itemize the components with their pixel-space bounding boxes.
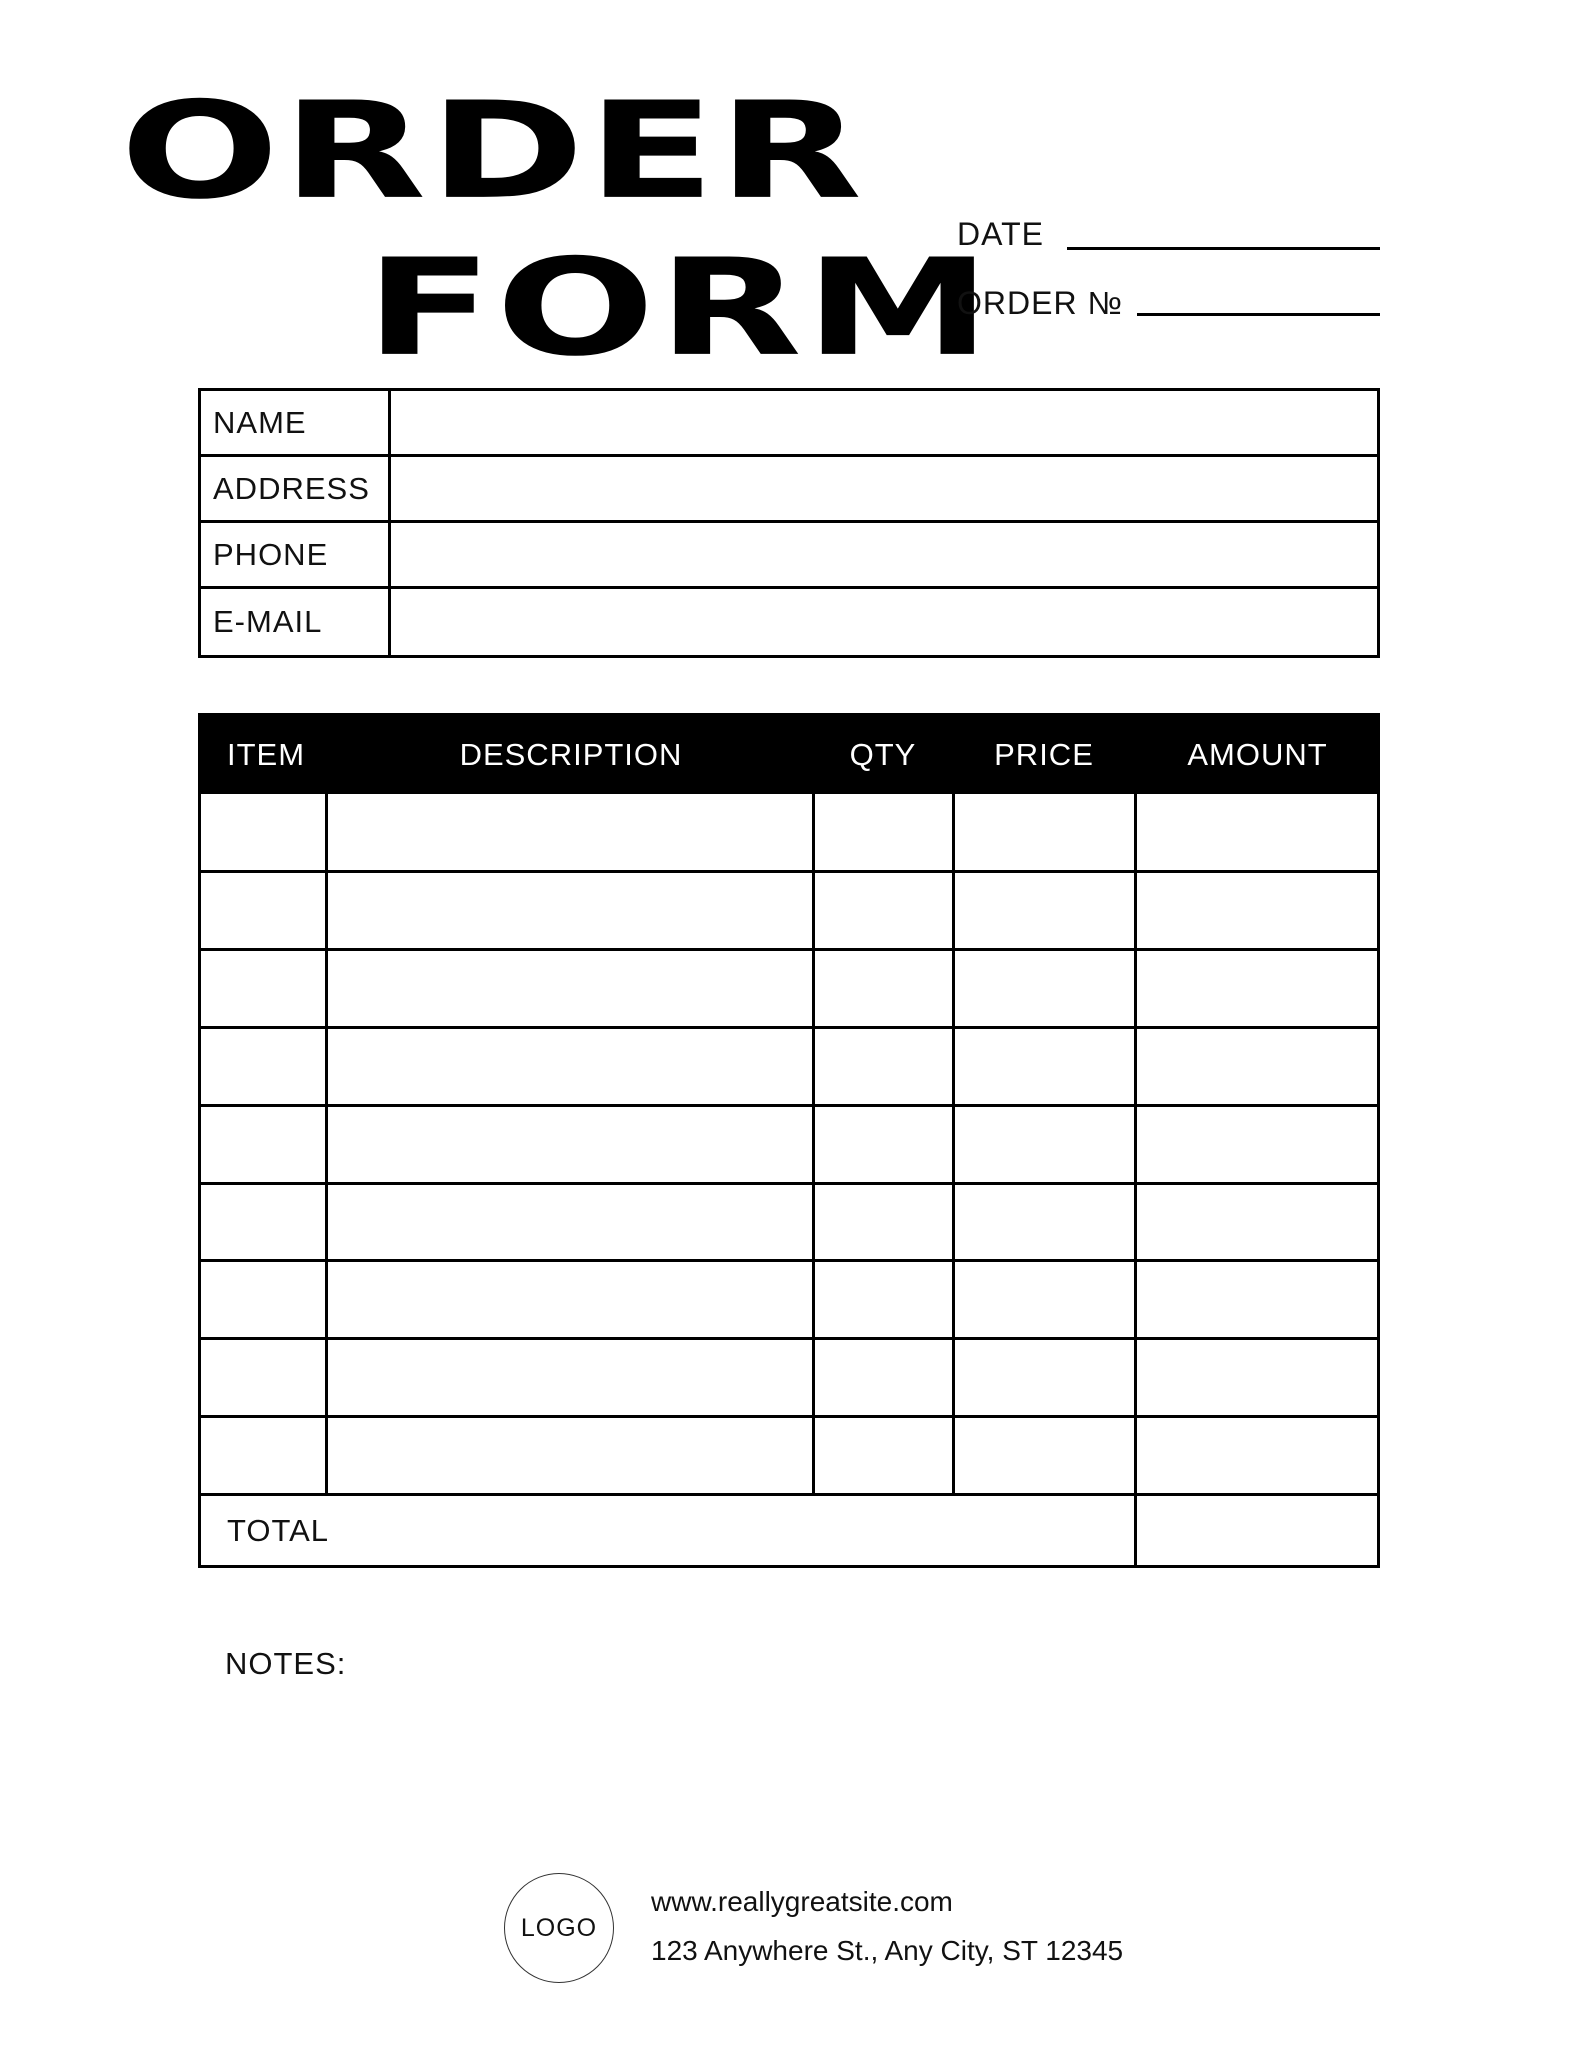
table-row bbox=[201, 1105, 1377, 1183]
qty-cell[interactable] bbox=[815, 874, 951, 948]
order-items-table bbox=[198, 713, 1380, 1568]
price-cell[interactable] bbox=[955, 1029, 1133, 1103]
price-cell[interactable] bbox=[955, 1107, 1133, 1181]
qty-cell[interactable] bbox=[815, 1418, 951, 1492]
price-cell[interactable] bbox=[955, 952, 1133, 1026]
table-row bbox=[201, 950, 1377, 1028]
amount-cell[interactable] bbox=[1137, 796, 1375, 870]
item-cell[interactable] bbox=[203, 1418, 324, 1492]
price-cell[interactable] bbox=[955, 874, 1133, 948]
description-cell[interactable] bbox=[328, 796, 811, 870]
description-cell[interactable] bbox=[328, 1029, 811, 1103]
column-header-item: ITEM bbox=[226, 737, 306, 772]
email-label: E-MAIL bbox=[213, 604, 323, 639]
title-line-form: FORM bbox=[365, 230, 994, 386]
order-number-label: ORDER № bbox=[957, 285, 1123, 321]
qty-cell[interactable] bbox=[815, 1263, 951, 1337]
price-cell[interactable] bbox=[955, 796, 1133, 870]
table-row bbox=[201, 1261, 1377, 1339]
info-row-address bbox=[201, 457, 1377, 523]
price-cell[interactable] bbox=[955, 1418, 1133, 1492]
phone-label: PHONE bbox=[213, 536, 329, 572]
description-cell[interactable] bbox=[328, 952, 811, 1026]
table-row bbox=[201, 1416, 1377, 1494]
item-cell[interactable] bbox=[203, 952, 324, 1026]
item-cell[interactable] bbox=[203, 1341, 324, 1415]
amount-cell[interactable] bbox=[1137, 1341, 1375, 1415]
item-cell[interactable] bbox=[203, 1107, 324, 1181]
table-row bbox=[201, 1027, 1377, 1105]
email-field[interactable] bbox=[391, 589, 1377, 655]
qty-cell[interactable] bbox=[815, 1185, 951, 1259]
qty-cell[interactable] bbox=[815, 952, 951, 1026]
price-cell[interactable] bbox=[955, 1185, 1133, 1259]
amount-cell[interactable] bbox=[1137, 1107, 1375, 1181]
table-row bbox=[201, 1339, 1377, 1417]
title-line-order: ORDER bbox=[120, 73, 865, 229]
price-cell[interactable] bbox=[955, 1341, 1133, 1415]
notes-label: NOTES: bbox=[225, 1646, 347, 1681]
logo: LOGO bbox=[504, 1873, 614, 1983]
amount-cell[interactable] bbox=[1137, 1185, 1375, 1259]
date-label: DATE bbox=[957, 216, 1044, 252]
description-cell[interactable] bbox=[328, 1418, 811, 1492]
column-header-amount: AMOUNT bbox=[1187, 737, 1328, 772]
amount-cell[interactable] bbox=[1137, 1029, 1375, 1103]
name-field[interactable] bbox=[391, 391, 1377, 454]
address-label: ADDRESS bbox=[213, 470, 370, 506]
table-row bbox=[201, 1183, 1377, 1261]
description-cell[interactable] bbox=[328, 1263, 811, 1337]
description-cell[interactable] bbox=[328, 1107, 811, 1181]
table-row bbox=[201, 794, 1377, 872]
item-cell[interactable] bbox=[203, 874, 324, 948]
qty-cell[interactable] bbox=[815, 1029, 951, 1103]
description-cell[interactable] bbox=[328, 1341, 811, 1415]
column-header-qty: QTY bbox=[849, 737, 917, 772]
qty-cell[interactable] bbox=[815, 1341, 951, 1415]
item-cell[interactable] bbox=[203, 1185, 324, 1259]
footer-address: 123 Anywhere St., Any City, ST 12345 bbox=[651, 1935, 1124, 1966]
item-cell[interactable] bbox=[203, 796, 324, 870]
phone-field[interactable] bbox=[391, 523, 1377, 586]
customer-info-table bbox=[198, 388, 1380, 658]
info-row-phone bbox=[201, 523, 1377, 589]
column-header-price: PRICE bbox=[994, 737, 1094, 772]
amount-cell[interactable] bbox=[1137, 874, 1375, 948]
table-row bbox=[201, 872, 1377, 950]
table-header bbox=[201, 716, 1377, 794]
amount-cell[interactable] bbox=[1137, 952, 1375, 1026]
price-cell[interactable] bbox=[955, 1263, 1133, 1337]
order-number-field[interactable] bbox=[1137, 313, 1380, 316]
amount-cell[interactable] bbox=[1137, 1263, 1375, 1337]
info-row-email bbox=[201, 589, 1377, 655]
total-label: TOTAL bbox=[227, 1513, 330, 1548]
address-field[interactable] bbox=[391, 457, 1377, 520]
item-cell[interactable] bbox=[203, 1263, 324, 1337]
description-cell[interactable] bbox=[328, 874, 811, 948]
column-header-description: DESCRIPTION bbox=[459, 737, 683, 772]
description-cell[interactable] bbox=[328, 1185, 811, 1259]
amount-cell[interactable] bbox=[1137, 1418, 1375, 1492]
info-row-name bbox=[201, 391, 1377, 457]
qty-cell[interactable] bbox=[815, 1107, 951, 1181]
item-cell[interactable] bbox=[203, 1029, 324, 1103]
qty-cell[interactable] bbox=[815, 796, 951, 870]
total-amount-cell[interactable] bbox=[1138, 1494, 1377, 1568]
footer-website[interactable]: www.reallygreatsite.com bbox=[651, 1886, 953, 1917]
date-field[interactable] bbox=[1067, 247, 1380, 250]
name-label: NAME bbox=[213, 404, 307, 440]
